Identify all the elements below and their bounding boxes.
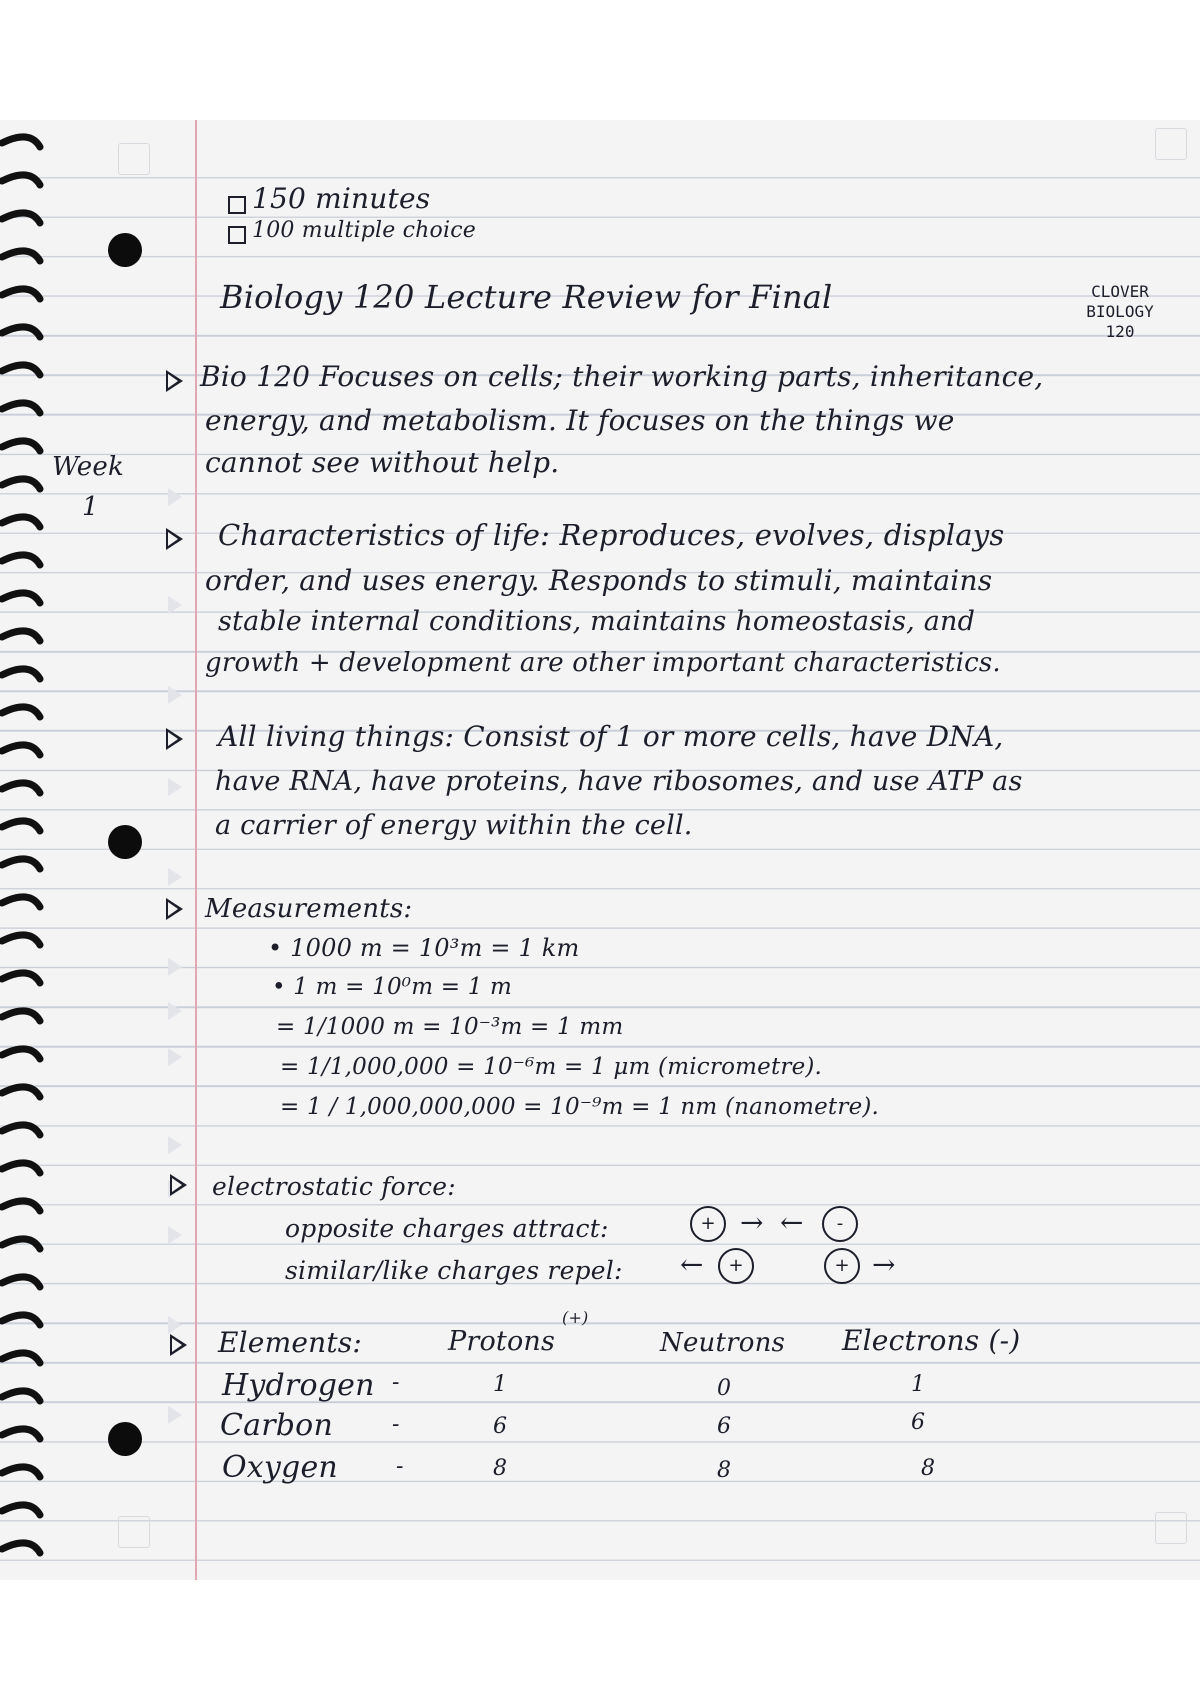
electrostatic-heading: electrostatic force:	[212, 1172, 456, 1201]
measurement-row: = 1/1,000,000 = 10⁻⁶m = 1 μm (micrometre).	[280, 1054, 823, 1080]
bullet-triangle-icon	[170, 1334, 187, 1356]
arrow-left-icon: ←	[680, 1248, 704, 1281]
week-number: 1	[82, 492, 99, 522]
electrons-cell: 6	[911, 1410, 925, 1435]
characteristics-line: growth + development are other important characteristics.	[205, 648, 1001, 678]
neutrons-header: Neutrons	[660, 1328, 786, 1358]
bullet-triangle-icon	[166, 370, 183, 392]
faint-bullet-icon	[168, 488, 182, 506]
negative-charge-icon: -	[822, 1206, 858, 1242]
faint-bullet-icon	[168, 868, 182, 886]
elements-header: Elements:	[218, 1326, 362, 1359]
positive-charge-icon: +	[824, 1248, 860, 1284]
intro-line: Bio 120 Focuses on cells; their working parts, inheritance,	[200, 360, 1044, 393]
measurement-row: • 1000 m = 10³m = 1 km	[268, 934, 580, 962]
bullet-triangle-icon	[170, 1174, 187, 1196]
row-dash: -	[396, 1454, 404, 1479]
protons-header: Protons	[448, 1326, 556, 1357]
page-corner-mark	[1155, 128, 1187, 160]
bullet-triangle-icon	[166, 528, 183, 550]
spiral-coils-icon	[0, 125, 45, 1575]
stamp-line: 120	[1105, 322, 1135, 341]
neutrons-cell: 6	[717, 1414, 731, 1439]
page-corner-mark	[118, 143, 150, 175]
faint-bullet-icon	[168, 1048, 182, 1066]
faint-bullet-icon	[168, 778, 182, 796]
arrow-right-icon: →	[872, 1248, 896, 1281]
intro-line: energy, and metabolism. It focuses on the things we	[205, 404, 955, 437]
faint-bullet-icon	[168, 1406, 182, 1424]
exam-minutes: 150 minutes	[252, 182, 431, 215]
stamp-line: CLOVER	[1091, 282, 1149, 301]
living-things-line: have RNA, have proteins, have ribosomes, and use ATP as	[215, 766, 1023, 797]
characteristics-line: Characteristics of life: Reproduces, evolves, displays	[218, 518, 1005, 552]
measurements-heading: Measurements:	[205, 894, 413, 924]
positive-charge-icon: +	[718, 1248, 754, 1284]
punch-hole	[108, 233, 142, 267]
row-dash: -	[392, 1412, 400, 1437]
protons-cell: 6	[493, 1414, 507, 1439]
margin-line	[195, 120, 197, 1580]
faint-bullet-icon	[168, 1002, 182, 1020]
stamp-line: BIOLOGY	[1086, 302, 1154, 321]
arrow-left-icon: ←	[780, 1206, 804, 1239]
similar-charges-label: similar/like charges repel:	[285, 1256, 623, 1285]
intro-line: cannot see without help.	[205, 446, 560, 479]
faint-bullet-icon	[168, 686, 182, 704]
punch-hole	[108, 1422, 142, 1456]
page-corner-mark	[118, 1516, 150, 1548]
week-label: Week	[52, 452, 124, 482]
characteristics-line: order, and uses energy. Responds to stimuli, maintains	[205, 564, 993, 597]
arrow-right-icon: →	[740, 1206, 764, 1239]
spiral-binding	[0, 125, 45, 1575]
electrons-cell: 1	[911, 1372, 925, 1397]
faint-bullet-icon	[168, 1226, 182, 1244]
element-name: Oxygen	[222, 1450, 338, 1485]
checkbox-icon	[228, 226, 246, 244]
row-dash: -	[392, 1370, 400, 1395]
page-title: Biology 120 Lecture Review for Final	[220, 278, 833, 316]
living-things-line: a carrier of energy within the cell.	[215, 810, 693, 841]
neutrons-cell: 8	[717, 1458, 731, 1483]
electrons-header: Electrons (-)	[842, 1324, 1021, 1357]
measurement-row: = 1/1000 m = 10⁻³m = 1 mm	[276, 1014, 624, 1040]
stamp-label	[1060, 282, 1180, 342]
exam-questions: 100 multiple choice	[252, 218, 476, 243]
page-corner-mark	[1155, 1512, 1187, 1544]
neutrons-cell: 0	[717, 1376, 731, 1401]
faint-bullet-icon	[168, 1316, 182, 1334]
protons-cell: 1	[493, 1372, 507, 1397]
measurement-row: • 1 m = 10⁰m = 1 m	[272, 974, 513, 1000]
element-name: Hydrogen	[222, 1368, 375, 1403]
protons-sign: (+)	[562, 1308, 589, 1327]
bullet-triangle-icon	[166, 898, 183, 920]
electrons-cell: 8	[921, 1456, 935, 1481]
faint-bullet-icon	[168, 596, 182, 614]
protons-cell: 8	[493, 1456, 507, 1481]
characteristics-line: stable internal conditions, maintains homeostasis, and	[218, 606, 976, 637]
bullet-triangle-icon	[166, 728, 183, 750]
measurement-row: = 1 / 1,000,000,000 = 10⁻⁹m = 1 nm (nanometre).	[280, 1094, 880, 1120]
checkbox-icon	[228, 196, 246, 214]
opposite-charges-label: opposite charges attract:	[285, 1214, 609, 1243]
positive-charge-icon: +	[690, 1206, 726, 1242]
notebook-page	[0, 120, 1200, 1580]
element-name: Carbon	[220, 1408, 333, 1443]
faint-bullet-icon	[168, 1136, 182, 1154]
living-things-line: All living things: Consist of 1 or more cells, have DNA,	[218, 720, 1004, 753]
faint-bullet-icon	[168, 958, 182, 976]
punch-hole	[108, 825, 142, 859]
